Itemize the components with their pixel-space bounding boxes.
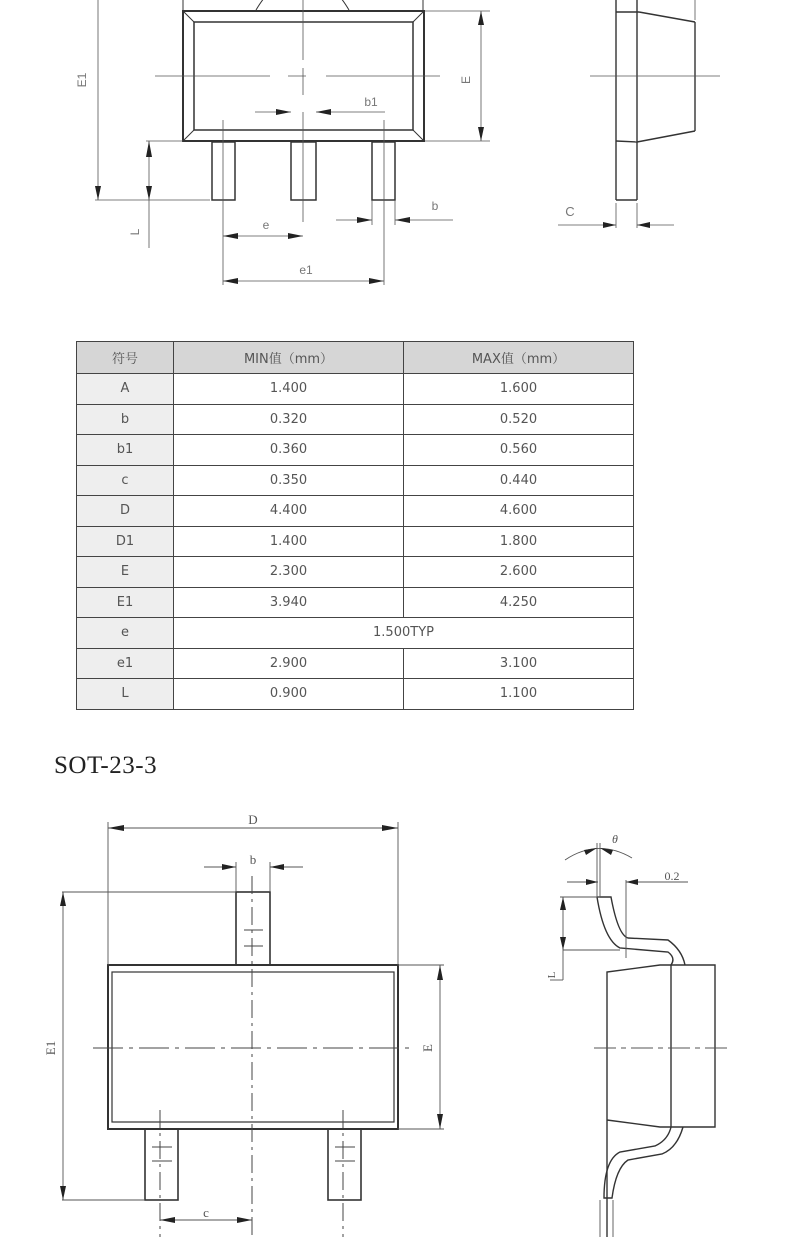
cell-merged-typ: 1.500TYP bbox=[174, 618, 634, 649]
table-row bbox=[77, 618, 634, 649]
header-max: MAX值（mm） bbox=[404, 342, 634, 374]
sot23-package-drawing bbox=[0, 800, 790, 1237]
cell-symbol: e1 bbox=[77, 648, 174, 679]
cell-max: 3.100 bbox=[404, 648, 634, 679]
label-gauge-0-2: 0.2 bbox=[664, 869, 680, 883]
cell-max: 0.560 bbox=[404, 435, 634, 466]
label-b1: b1 bbox=[364, 95, 378, 109]
cell-symbol: D bbox=[77, 496, 174, 527]
table-row bbox=[77, 557, 634, 588]
label-E1: E1 bbox=[75, 72, 89, 88]
table-row bbox=[77, 404, 634, 435]
cell-symbol: E bbox=[77, 557, 174, 588]
label-b: b bbox=[249, 852, 257, 867]
cell-max: 1.800 bbox=[404, 526, 634, 557]
cell-symbol: E1 bbox=[77, 587, 174, 618]
cell-max: 1.600 bbox=[404, 374, 634, 405]
cell-min: 1.400 bbox=[174, 526, 404, 557]
table-row bbox=[77, 648, 634, 679]
cell-symbol: c bbox=[77, 465, 174, 496]
cell-min: 2.300 bbox=[174, 557, 404, 588]
label-L: L bbox=[128, 228, 142, 236]
table-header-row bbox=[77, 342, 634, 374]
cell-max: 4.600 bbox=[404, 496, 634, 527]
cell-min: 4.400 bbox=[174, 496, 404, 527]
label-E1: E1 bbox=[43, 1040, 58, 1056]
cell-max: 0.520 bbox=[404, 404, 634, 435]
label-e: e bbox=[262, 218, 270, 232]
cell-symbol: b1 bbox=[77, 435, 174, 466]
label-c: c bbox=[203, 1205, 209, 1220]
table-row bbox=[77, 496, 634, 527]
label-b: b bbox=[431, 199, 439, 213]
cell-symbol: b bbox=[77, 404, 174, 435]
cell-min: 0.360 bbox=[174, 435, 404, 466]
table-row bbox=[77, 435, 634, 466]
label-L: L bbox=[546, 971, 558, 979]
table-row bbox=[77, 526, 634, 557]
label-E: E bbox=[420, 1044, 435, 1052]
cell-min: 0.350 bbox=[174, 465, 404, 496]
table-row bbox=[77, 587, 634, 618]
header-min: MIN值（mm） bbox=[174, 342, 404, 374]
label-e1: e1 bbox=[299, 263, 313, 277]
cell-min: 0.320 bbox=[174, 404, 404, 435]
table-row bbox=[77, 679, 634, 710]
label-theta: θ bbox=[612, 832, 618, 846]
cell-min: 1.400 bbox=[174, 374, 404, 405]
cell-max: 1.100 bbox=[404, 679, 634, 710]
package-title: SOT-23-3 bbox=[54, 752, 158, 779]
table-row bbox=[77, 465, 634, 496]
table-row bbox=[77, 374, 634, 405]
cell-symbol: D1 bbox=[77, 526, 174, 557]
label-E: E bbox=[459, 75, 473, 85]
cell-max: 0.440 bbox=[404, 465, 634, 496]
dimension-table bbox=[76, 341, 634, 710]
cell-symbol: L bbox=[77, 679, 174, 710]
label-D: D bbox=[248, 812, 258, 827]
cell-symbol: A bbox=[77, 374, 174, 405]
label-C: C bbox=[565, 204, 575, 219]
header-symbol: 符号 bbox=[77, 342, 174, 374]
sot89-package-drawing bbox=[0, 0, 790, 300]
cell-max: 2.600 bbox=[404, 557, 634, 588]
cell-min: 3.940 bbox=[174, 587, 404, 618]
cell-symbol: e bbox=[77, 618, 174, 649]
cell-min: 2.900 bbox=[174, 648, 404, 679]
cell-min: 0.900 bbox=[174, 679, 404, 710]
cell-max: 4.250 bbox=[404, 587, 634, 618]
